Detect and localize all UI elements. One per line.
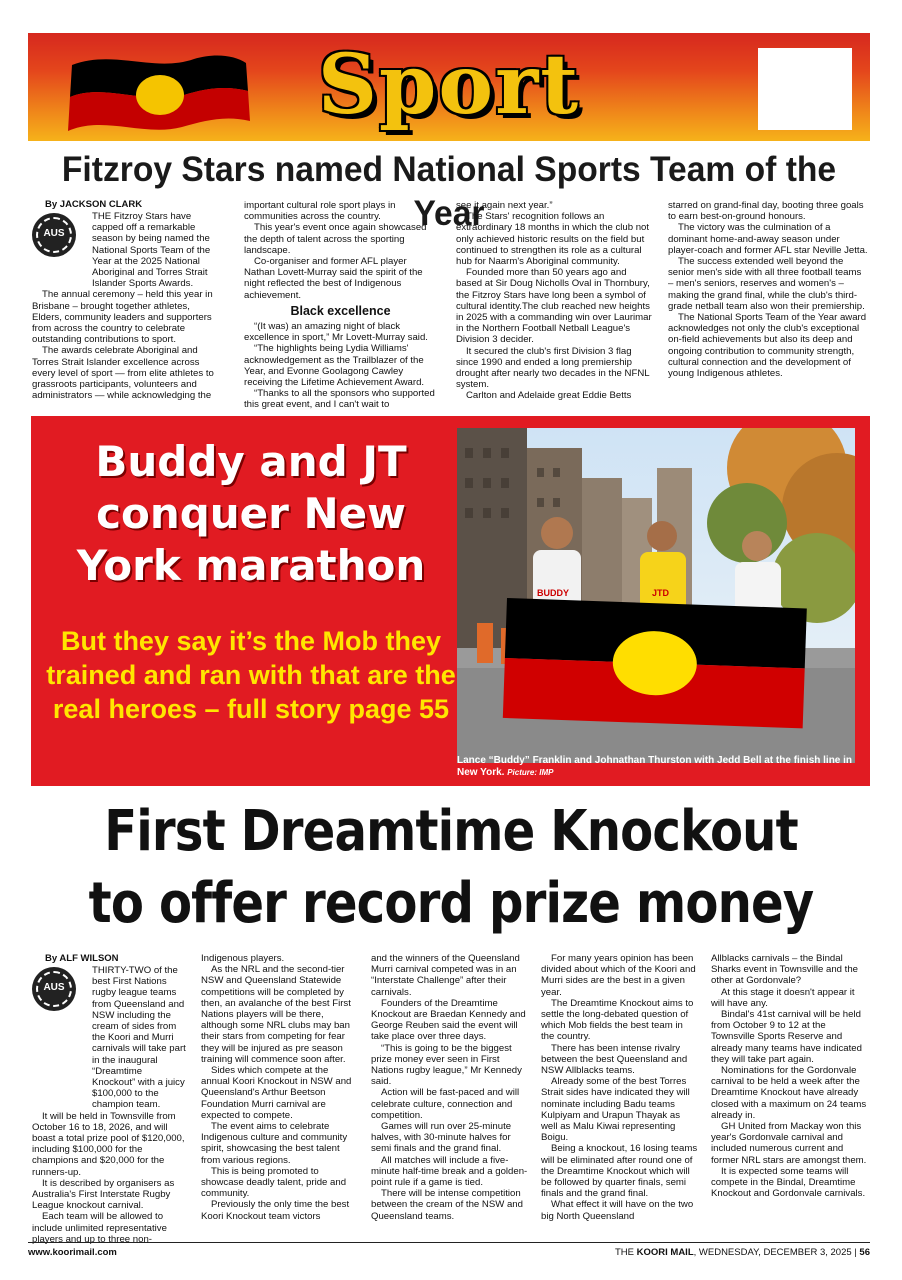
article1-col2-p3: “(It was) an amazing night of black excellence in sport,” Mr Lovett-Murray said.	[244, 321, 428, 344]
article2-col1-p2: It is described by organisers as Australia's First Interstate Rugby League knockout carnival.	[32, 1177, 175, 1212]
article1-col4-p2: The success extended well beyond the senior men's side with all three football teams – men's seniors, reserves and women's – making the grand final, while the club's third-grade netball team also won their premiership.	[668, 256, 865, 312]
article1-headline: Fitzroy Stars named National Sports Team of the Year	[61, 150, 837, 233]
aus-badge-icon: AUS	[32, 967, 76, 1011]
article1-col2-p2: Co-organiser and former AFL player Nathan Lovett-Murray said the spirit of the night reflected the best of Indigenous achievement.	[244, 256, 423, 301]
blank-ad-box	[758, 48, 852, 130]
article2-col3-p3: Action will be fast-paced and will celebrate culture, connection and competition.	[371, 1087, 520, 1121]
article1-col2-p0: important cultural role sport plays in communities across the country.	[244, 200, 396, 223]
article2-col3-p6: There will be intense competition between the cream of the NSW and Queensland teams.	[371, 1188, 523, 1222]
article2-col3-p0: and the winners of the Queensland Murri carnival competed was in an “Interstate Challenge” after their carnivals.	[371, 953, 520, 998]
runner-bib-text: JTD	[652, 588, 670, 598]
article2-col5-p0: Allblacks carnivals – the Bindal Sharks event in Townsville and the other at Gordonvale?	[711, 953, 859, 987]
aus-badge-icon: AUS	[32, 213, 76, 257]
article1-col3-p0: see it again next year.”	[456, 200, 553, 211]
article2-col4-p1: The Dreamtime Knockout aims to settle the long-debated question of which Mob fields the best team in the country.	[541, 997, 694, 1043]
article1-col1-p2: The awards celebrate Aboriginal and Torres Strait Islander excellence across every level of sport — from elite athletes to grassroots participants, volunteers and administrators — while acknowledging the	[32, 345, 214, 402]
sport-banner	[28, 33, 870, 141]
article1-col4-p3: The National Sports Team of the Year award acknowledges not only the club's exceptional on-field achievements but also its deep and ongoing contribution to community strength, cultural connection and the development of young Indigenous athletes.	[668, 312, 867, 380]
article1-column-1	[32, 211, 222, 401]
article2-col3-p1: Founders of the Dreamtime Knockout are Braedan Kennedy and George Reuben said the event will take place over three days.	[371, 997, 526, 1043]
footer-page-number: 56	[859, 1247, 870, 1258]
article2-col3-p4: Games will run over 25-minute halves, with 30-minute halves for semi finals and the grand final.	[371, 1121, 512, 1155]
article1-col3-p2: Founded more than 50 years ago and based at Sir Doug Nicholls Oval in Thornbury, the Fitzroy Stars have long been a symbol of cultural identity.The club reached new heights in 2025 with a commanding win over Laurimar in the Northern Football Netball League's Division 3 decider.	[456, 267, 652, 346]
article2-col4-p4: Being a knockout, 16 losing teams will be eliminated after round one of the Dreamtime Knockout which will be followed by quarter finals, semi finals and the grand final.	[541, 1143, 698, 1200]
article2-col1-p1: It will be held in Townsville from October 16 to 18, 2026, and will boast a total prize pool of $120,000, including $100,000 for the champions and $20,000 for the runners-up.	[32, 1110, 185, 1178]
article2-col4-p5: What effect it will have on the two big North Queensland	[541, 1199, 694, 1222]
article2-col5-p2: Bindal's 41st carnival will be held from October 9 to 12 at the Townsville Sports Reserve and already many teams have indicated they will take part again.	[711, 1009, 862, 1065]
article1-col3-p1: The Stars' recognition follows an extraordinary 18 months in which the club not only achieved historic results on the field but continued to strengthen its role as a cultural hub for Naarm's Aboriginal community.	[456, 211, 650, 268]
photo-caption-text: Lance “Buddy” Franklin and Johnathan Thurston with Jedd Bell at the finish line in New York.	[457, 755, 853, 778]
article1-col2-p1: This year's event once again showcased the depth of talent across the sporting landscape.	[244, 222, 427, 256]
article2-col5-p3: Nominations for the Gordonvale carnival to be held a week after the Dreamtime Knockout have already closed with a maximum on 24 teams already in.	[711, 1065, 867, 1121]
article2-byline: By ALF WILSON	[45, 953, 119, 964]
article2-col5-p4: GH United from Mackay won this year's Gordonvale carnival and included numerous current and former NRL stars are amongst them.	[711, 1121, 867, 1166]
article2-col1-p0: THIRTY-TWO of the best First Nations rugby league teams from Queensland and NSW including the cream of sides from the Koori and Murri carnivals will take part in the inaugural “Dreamtime Knockout” with a juicy $100,000 to the champion team.	[92, 965, 186, 1111]
article2-col5-p5: It is expected some teams will compete in the Bindal, Dreamtime Knockout and Gordonvale carnivals.	[711, 1165, 866, 1200]
feature-subtitle: But they say it’s the Mob they trained and ran with that are the real heroes – full story page 55	[46, 626, 456, 724]
article2-headline	[80, 796, 821, 940]
article1-col3-p3: It secured the club's first Division 3 flag since 1990 and ended a long premiership drought after nearly two decades in the NFNL system.	[456, 345, 650, 391]
article1-byline: By JACKSON CLARK	[45, 199, 143, 210]
article1-col1-p0: THE Fitzroy Stars have capped off a remarkable season by being named the National Sports Team of the Year at the 2025 National Aboriginal and Torres Strait Islander Sports Awards.	[92, 211, 211, 290]
article2-col1-p3: Each team will be allowed to include unlimited representative players and up to three non-	[32, 1211, 167, 1245]
article2-col3-p2: “This is going to be the biggest prize money ever seen in First Nations rugby league,” Mr Kennedy said.	[371, 1042, 522, 1088]
article2-headline-line2: to offer record prize money	[88, 871, 814, 936]
article2-col4-p3: Already some of the best Torres Strait sides have indicated they will nominate including Badu teams Kulpiyam and Urapun Thayak as well as Malu Kiwai representing Boigu.	[541, 1076, 690, 1144]
article2-col4-p0: For many years opinion has been divided about which of the Koori and Murri sides are the best in a given year.	[541, 953, 696, 998]
article2-column-3	[371, 953, 529, 1222]
footer-website: www.koorimail.com	[28, 1247, 117, 1258]
footer-pub-prefix: THE	[614, 1247, 634, 1258]
article1-col3-p4: Carlton and Adelaide great Eddie Betts	[466, 390, 632, 402]
article2-col2-p3: The event aims to celebrate Indigenous culture and community spirit, showcasing the best talent from various regions.	[201, 1121, 348, 1166]
article2-column-4	[541, 953, 698, 1222]
footer-publication	[615, 1247, 870, 1258]
article2-col3-p5: All matches will include a five-minute half-time break and a golden-point rule if a game is tied.	[371, 1154, 528, 1189]
feature-title: Buddy and JT conquer New York marathon	[76, 437, 426, 590]
article1-col4-p1: The victory was the culmination of a dominant home-and-away season under player-coach and former AFL star Neville Jetta.	[668, 222, 868, 256]
article1-col1-p1: The annual ceremony – held this year in Brisbane – brought together athletes, Elders, community leaders and supporters from across the country to celebrate outstanding contributions to sport.	[32, 289, 213, 346]
runner-bib-text: BUDDY	[537, 588, 570, 598]
article1-column-4	[668, 200, 868, 379]
article2-col2-p0: Indigenous players.	[201, 953, 285, 964]
article2-column-2	[201, 953, 359, 1222]
article2-column-5	[711, 953, 869, 1199]
article2-col2-p5: Previously the only time the best Koori Knockout team victors	[201, 1199, 350, 1222]
article2-col4-p2: There has been intense rivalry between the best Queensland and NSW Allblacks teams.	[541, 1042, 688, 1077]
page-footer	[28, 1242, 870, 1258]
article2-headline-line1: First Dreamtime Knockout	[104, 799, 798, 864]
article1-column-3	[456, 200, 652, 402]
marathon-photo	[457, 428, 855, 763]
section-title: Sport	[317, 37, 581, 133]
footer-pub-name: KOORI MAIL	[636, 1247, 694, 1258]
photo-caption	[457, 755, 867, 779]
article1-subhead: Black excellence	[290, 303, 391, 318]
article1-column-2	[244, 200, 437, 411]
feature-box	[31, 416, 870, 786]
article2-col2-p4: This is being promoted to showcase deadly talent, pride and community.	[201, 1165, 347, 1200]
article2-col5-p1: At this stage it doesn't appear it will have any.	[711, 986, 855, 1009]
footer-date: , WEDNESDAY, DECEMBER 3, 2025 |	[693, 1247, 857, 1258]
marathon-photo-illustration	[457, 428, 855, 763]
article1-col4-p0: starred on grand-final day, booting three goals to earn best-on-ground honours.	[668, 200, 864, 223]
article2-col2-p2: Sides which compete at the annual Koori Knockout in NSW and Queensland's Arthur Beetson Foundation Murri carnival are expected to compete.	[201, 1065, 352, 1121]
article1-col2-p5: “Thanks to all the sponsors who supported this great event, and I can't wait to	[244, 388, 435, 411]
article2-column-1	[32, 965, 187, 1245]
article2-col2-p1: As the NRL and the second-tier NSW and Queensland Statewide competitions will be completed by then, an avalanche of the best First Nations players will be there, although some NRL clubs may ban their stars from competing for fear they will be injured as pre season training will commence soon after.	[201, 964, 351, 1065]
article1-col2-p4: “The highlights being Lydia Williams' acknowledgement as the Trailblazer of the Year, and Evonne Goolagong Cawley receiving the Lifetime Achievement Award.	[244, 343, 425, 389]
photo-credit: Picture: IMP	[507, 768, 554, 777]
